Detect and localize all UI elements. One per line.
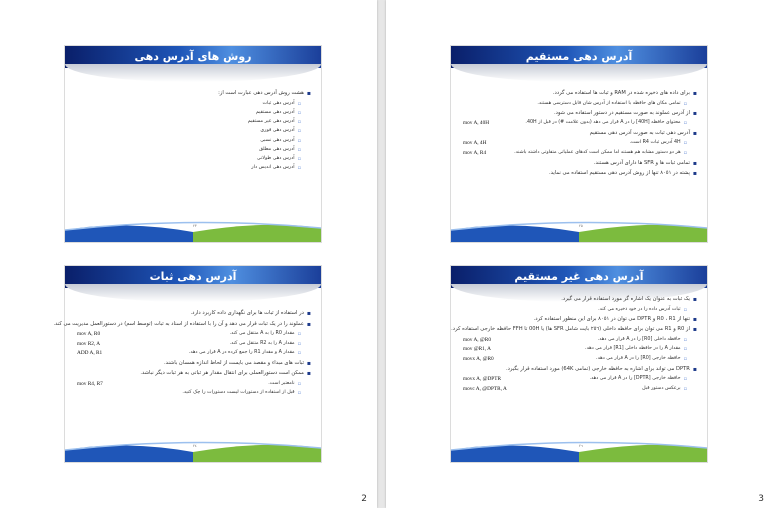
bullet-line xyxy=(77,90,311,98)
bullet-line xyxy=(463,296,697,304)
list-item-text: آدرس دهی غیر مستقیم xyxy=(247,119,295,124)
bullet-line xyxy=(463,170,697,178)
list-item xyxy=(77,165,311,171)
bullet-line xyxy=(451,326,697,334)
slide-number: ٢٤ xyxy=(193,444,197,448)
bullet-icon: ▪ xyxy=(306,359,311,367)
page-number: 2 xyxy=(361,494,367,504)
bullet-icon: ▫ xyxy=(683,376,687,383)
code-snippet: mov A, @R0 xyxy=(463,336,491,343)
bullet-icon: ▪ xyxy=(692,315,697,323)
bullet-text: ثبات آدرس داده را در خود ذخیره می کند. xyxy=(598,306,681,312)
bullet-text: حافظه داخلی [R0] را در A قرار می دهد. xyxy=(597,336,681,342)
bullet-text: مقدار R0 را به A منتقل می کند. xyxy=(229,331,295,336)
slide-title: آدرس دهی مستقیم xyxy=(525,50,633,63)
bullet-text: برعکس دستور قبل xyxy=(642,385,681,391)
bullet-line xyxy=(463,386,697,393)
list-item-text: آدرس دهی مطلق xyxy=(259,146,295,152)
bullet-icon: ▪ xyxy=(306,310,311,317)
bullet-line xyxy=(463,140,697,147)
list-item xyxy=(77,119,311,125)
bullet-text: قبل از استفاده از دستورات لیست دستورات را چک کنید. xyxy=(182,390,295,396)
bullet-icon: ▪ xyxy=(692,170,697,178)
bullet-icon: ▫ xyxy=(297,165,301,172)
slide-title: آدرس دهی غیر مستقیم xyxy=(514,270,644,283)
bullet-icon: ▪ xyxy=(306,90,311,97)
bullet-text: ثبات های مبداء و مقصد می بایست از لحاظ اندازه همسان باشند. xyxy=(163,359,304,366)
slide-number: ٢٥ xyxy=(579,224,583,228)
bullet-text: هشت روش آدرس دهی عبارت است از: xyxy=(218,90,304,96)
bullet-line xyxy=(463,120,697,127)
bullet-line xyxy=(463,101,697,107)
bullet-line xyxy=(77,360,311,368)
list-item xyxy=(77,147,311,153)
bullet-line xyxy=(463,316,697,324)
bullet-text: حافظه خارجی [DPTR] را در A قرار می دهد. xyxy=(589,376,681,382)
bullet-line xyxy=(463,366,697,374)
code-snippet: ADD A, R1 xyxy=(77,350,103,357)
slide-register-addressing xyxy=(53,265,322,463)
bullet-text: عملوند را در یک ثبات قرار می دهد و آن را با استفاده از اسناد به ثبات (توسط اسم) در دستورالعمل مدیریت می کند. xyxy=(53,320,304,327)
bullet-icon: ▫ xyxy=(683,355,687,362)
bullet-icon: ▫ xyxy=(297,390,301,397)
list-item-text: آدرس دهی مستقیم xyxy=(255,109,295,115)
bullet-text: DPTR می تواند برای اشاره به حافظه خارجی (تمامی 64K) مورد استفاده قرار بگیرد. xyxy=(505,365,690,372)
bullet-text: برای داده های ذخیره شده در RAM و ثبات ها استفاده می گردد. xyxy=(552,90,690,96)
bullet-text: تمامی مکان های حافظه با استفاده از آدرس شان قابل دسترسی هستند. xyxy=(537,100,681,106)
bullet-icon: ▫ xyxy=(683,306,687,313)
bullet-line xyxy=(53,320,311,329)
bullet-icon: ▪ xyxy=(692,159,697,167)
bullet-icon: ▪ xyxy=(692,109,697,117)
bullet-icon: ▪ xyxy=(692,90,697,97)
slide-body xyxy=(463,90,697,181)
bullet-text: مقدار A را در حافظه داخلی [R1] قرار می دهد. xyxy=(585,346,681,352)
bullet-line xyxy=(463,356,697,363)
bullet-line xyxy=(463,150,697,157)
list-item xyxy=(77,156,311,162)
bullet-icon: ▫ xyxy=(297,119,301,125)
bullet-icon: ▫ xyxy=(683,336,687,343)
bullet-line xyxy=(77,350,311,357)
slide-body xyxy=(451,296,697,395)
bullet-line xyxy=(463,307,697,313)
bullet-line xyxy=(463,346,697,353)
code-snippet: mov A, 40H xyxy=(463,120,490,127)
bullet-icon: ▫ xyxy=(683,140,687,147)
page-number: 3 xyxy=(758,494,764,504)
slide-number: ٢٦ xyxy=(579,444,583,448)
bullet-icon: ▫ xyxy=(297,146,301,153)
code-snippet: mov R4, R7 xyxy=(77,380,103,387)
bullet-line xyxy=(77,381,311,388)
bullet-icon: ▫ xyxy=(683,346,687,353)
bullet-icon: ▫ xyxy=(297,100,301,107)
bullet-icon: ▪ xyxy=(306,370,311,378)
slide-addressing-methods xyxy=(64,45,322,243)
code-snippet: mov A, R4 xyxy=(463,149,487,156)
code-snippet: movc A, @DPTR, A xyxy=(463,385,507,392)
code-snippet: mov @R1, A xyxy=(463,346,491,353)
list-item xyxy=(77,101,311,107)
list-item-text: آدرس دهی ثبات xyxy=(262,100,295,106)
code-snippet: mov A, 4H xyxy=(463,140,487,147)
bullet-icon: ▫ xyxy=(297,331,301,337)
bullet-text: ممکن است دستورالعملی برای انتقال مقدار هر ثباتی به هر ثبات دیگر نباشد. xyxy=(140,370,304,377)
bullet-text: یک ثبات به عنوان یک اشاره گر مورد استفاده قرار می گیرد. xyxy=(561,296,690,302)
bullet-icon: ▪ xyxy=(692,129,697,137)
list-item xyxy=(77,138,311,144)
document-page-right xyxy=(386,0,768,508)
list-item-text: آدرس دهی نسبی xyxy=(260,137,295,143)
slide-number: ٢٣ xyxy=(193,224,197,228)
code-snippet: mov A, R0 xyxy=(77,331,101,337)
slide-title: آدرس دهی ثبات xyxy=(149,270,237,283)
bullet-line xyxy=(77,370,311,378)
bullet-icon: ▪ xyxy=(306,320,311,328)
list-item-text: آدرس دهی فوری xyxy=(260,128,295,134)
bullet-line xyxy=(463,337,697,344)
bullet-text: مقدار A را به R2 منتقل می کند. xyxy=(229,340,295,346)
slide-indirect-addressing xyxy=(450,265,708,463)
bullet-text: 4H آدرس ثبات R4 است. xyxy=(629,140,681,146)
bullet-line xyxy=(463,110,697,118)
bullet-icon: ▫ xyxy=(683,149,687,156)
bullet-text: آدرس دهی ثبات به صورت آدرس دهی مستقیم xyxy=(589,129,690,136)
bullet-icon: ▫ xyxy=(297,350,301,357)
bullet-line xyxy=(77,390,311,396)
bullet-text: نامعتبر است. xyxy=(268,380,295,386)
bullet-icon: ▪ xyxy=(692,326,697,334)
slide-body xyxy=(53,310,311,400)
bullet-line xyxy=(463,130,697,138)
bullet-line xyxy=(463,376,697,383)
bullet-line xyxy=(77,341,311,348)
bullet-icon: ▫ xyxy=(297,156,301,162)
list-item xyxy=(77,110,311,116)
bullet-icon: ▪ xyxy=(692,296,697,303)
bullet-line xyxy=(463,160,697,168)
code-snippet: movx A, @R0 xyxy=(463,355,494,362)
bullet-text: در استفاده از ثبات ها برای نگهداری داده کاربرد دارد. xyxy=(190,310,304,316)
bullet-text: هر دو دستور مشابه هم هستند اما ممکن است کدهای عملیاتی متفاوتی داشته باشند. xyxy=(514,149,681,155)
slide-body xyxy=(77,90,311,175)
bullet-icon: ▫ xyxy=(683,385,687,392)
code-snippet: mov R2, A xyxy=(77,340,101,347)
bullet-icon: ▫ xyxy=(297,109,301,116)
code-snippet: movx A, @DPTR xyxy=(463,376,501,383)
bullet-text: محتوای حافظه [40H] را در A قرار می دهد (بدون علامت #) در قبل از 40H. xyxy=(525,120,681,126)
bullet-text: تنها از R0 ، R1 و DPTR می توان در ٨٠٥١ برای این منظور استفاده کرد. xyxy=(533,315,690,322)
bullet-text: از R0 و R1 می توان برای حافظه داخلی (٢٥٦ بایت شامل SFR ها) یا 00H تا FFH حافظه خارجی استفاده کرد. xyxy=(451,326,690,333)
bullet-text: حافظه خارجی [R0] را در A قرار می دهد. xyxy=(596,355,681,361)
list-item xyxy=(77,128,311,134)
slide-title: روش های آدرس دهی xyxy=(134,50,252,63)
bullet-icon: ▫ xyxy=(297,128,301,135)
bullet-line xyxy=(77,331,311,338)
bullet-text: مقدار A و مقدار R1 را جمع کرده در A قرار می دهد. xyxy=(188,350,295,356)
bullet-text: از آدرس عملوند به صورت مستقیم در دستور استفاده می شود. xyxy=(554,109,690,116)
slide-direct-addressing xyxy=(450,45,708,243)
bullet-icon: ▫ xyxy=(297,380,301,387)
bullet-line xyxy=(463,90,697,98)
bullet-icon: ▫ xyxy=(297,137,301,144)
list-item-text: آدرس دهی اندیس دار xyxy=(251,165,295,171)
bullet-icon: ▫ xyxy=(297,340,301,347)
document-page-left xyxy=(0,0,377,508)
bullet-icon: ▫ xyxy=(683,120,687,127)
bullet-line xyxy=(77,310,311,318)
bullet-text: پشته در ٨٠٥١ تنها از روش آدرس دهی مستقیم استفاده می نماید. xyxy=(549,170,690,177)
bullet-icon: ▪ xyxy=(692,365,697,373)
bullet-icon: ▫ xyxy=(683,100,687,107)
bullet-text: تمامی ثبات ها و SFR ها دارای آدرس هستند. xyxy=(593,159,690,166)
list-item-text: آدرس دهی طولانی xyxy=(256,156,295,161)
